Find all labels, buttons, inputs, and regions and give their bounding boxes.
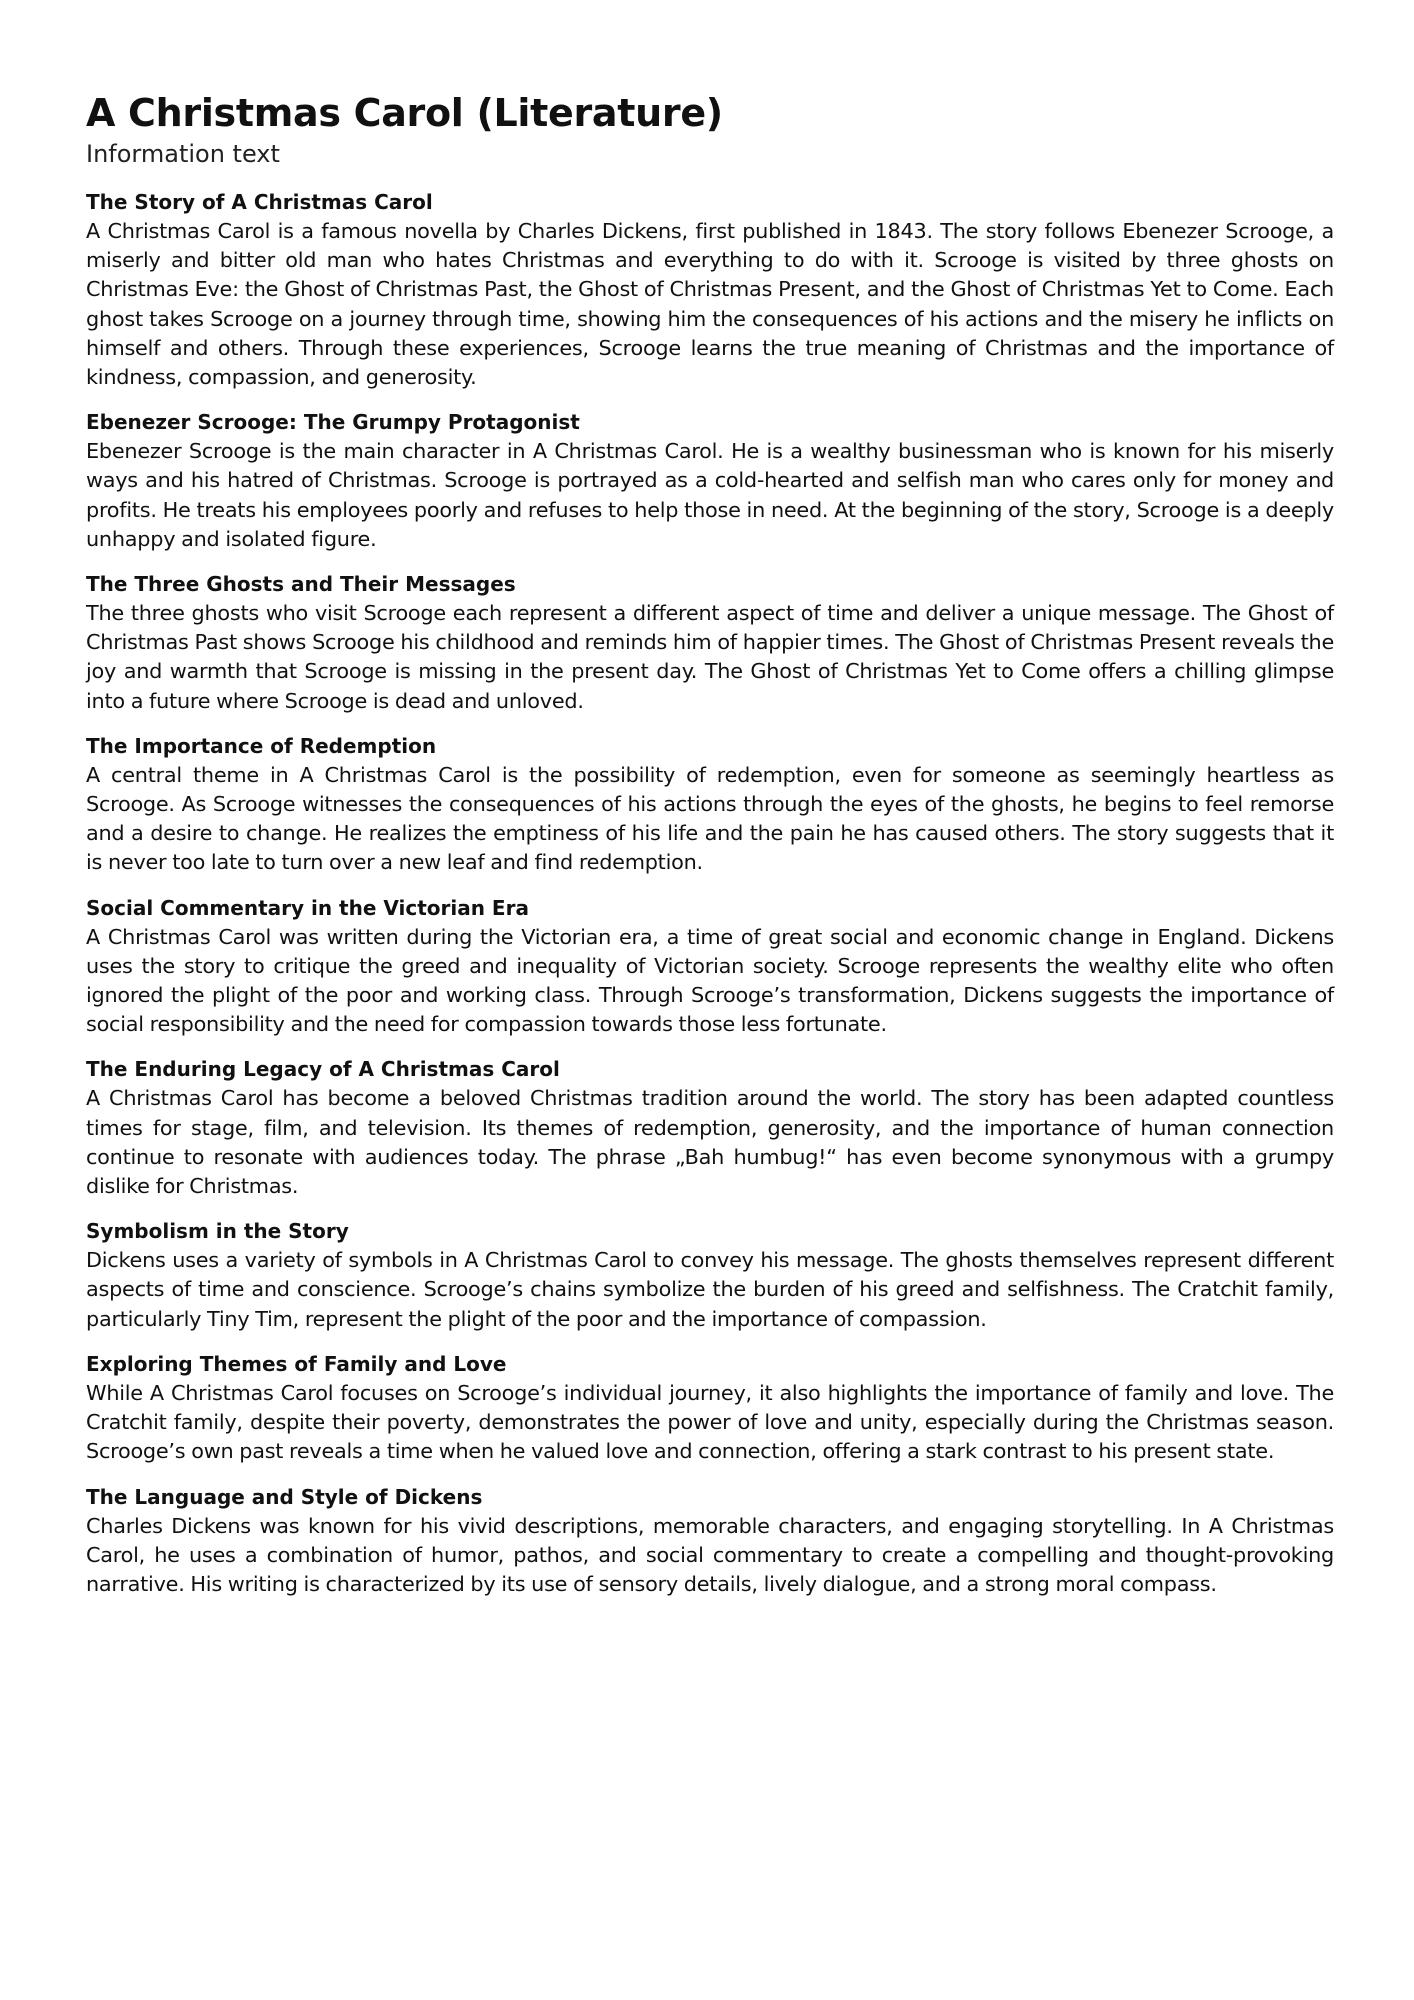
section-body: A Christmas Carol was written during the Victorian era, a time of great social and economic change in England. Dickens uses the story to critique the greed and inequality of Victorian society. Scrooge represents the wealthy elite who often ignored the plight of the poor and working class. Through Scrooge’s transformation, Dickens suggests the importance of social responsibility and the need for compassion towards those less fortunate. (86, 924, 1334, 1037)
section-ghosts (86, 570, 1334, 716)
section-body: A Christmas Carol is a famous novella by Charles Dickens, first published in 1843. The story follows Ebenezer Scrooge, a miserly and bitter old man who hates Christmas and everything to do with it. Scrooge is visited by three ghosts on Christmas Eve: the Ghost of Christmas Past, the Ghost of Christmas Present, and the Ghost of Christmas Yet to Come. Each ghost takes Scrooge on a journey through time, showing him the consequences of his actions and the misery he inflicts on himself and others. Through these experiences, Scrooge learns the true meaning of Christmas and the importance of kindness, compassion, and generosity. (86, 219, 1334, 390)
document-subtitle: Information text (86, 140, 280, 168)
section-body: A central theme in A Christmas Carol is the possibility of redemption, even for someone as seemingly heartless as Scrooge. As Scrooge witnesses the consequences of his actions through the eyes of the ghosts, he begins to feel remorse and a desire to change. He realizes the emptiness of his life and the pain he has caused others. The story suggests that it is never too late to turn over a new leaf and find redemption. (86, 762, 1334, 875)
section-heading: Social Commentary in the Victorian Era (86, 895, 529, 920)
section-heading: The Three Ghosts and Their Messages (86, 572, 516, 597)
section-story (86, 188, 1334, 392)
section-heading: The Enduring Legacy of A Christmas Carol (86, 1057, 560, 1082)
section-heading: Ebenezer Scrooge: The Grumpy Protagonist (86, 410, 580, 435)
section-body: The three ghosts who visit Scrooge each represent a different aspect of time and deliver a unique message. The Ghost of Christmas Past shows Scrooge his childhood and reminds him of happier times. The Ghost of Christmas Present reveals the joy and warmth that Scrooge is missing in the present day. The Ghost of Christmas Yet to Come offers a chilling glimpse into a future where Scrooge is dead and unloved. (86, 601, 1334, 713)
section-heading: The Story of A Christmas Carol (86, 190, 433, 214)
section-body: Charles Dickens was known for his vivid descriptions, memorable characters, and engaging storytelling. In A Christmas Carol, he uses a combination of humor, pathos, and social commentary to create a compelling and thought-provoking narrative. His writing is characterized by its use of sensory details, lively dialogue, and a strong moral compass. (86, 1513, 1334, 1596)
section-redemption (86, 732, 1334, 878)
section-body: While A Christmas Carol focuses on Scrooge’s individual journey, it also highlights the importance of family and love. The Cratchit family, despite their poverty, demonstrates the power of love and unity, especially during the Christmas season. Scrooge’s own past reveals a time when he valued love and connection, offering a stark contrast to his present state. (86, 1380, 1334, 1464)
section-heading: The Importance of Redemption (86, 733, 437, 758)
document-page (86, 88, 1334, 1615)
section-legacy (86, 1055, 1334, 1201)
section-heading: The Language and Style of Dickens (86, 1484, 483, 1509)
section-body: Dickens uses a variety of symbols in A Christmas Carol to convey his message. The ghosts themselves represent different aspects of time and conscience. Scrooge’s chains symbolize the burden of his greed and selfishness. The Cratchit family, particularly Tiny Tim, represent the plight of the poor and the importance of compassion. (86, 1248, 1334, 1331)
section-family-love (86, 1350, 1334, 1467)
section-language-style (86, 1483, 1334, 1600)
section-scrooge (86, 408, 1334, 554)
section-social-commentary (86, 894, 1334, 1040)
section-heading: Symbolism in the Story (86, 1219, 349, 1244)
document-title: A Christmas Carol (Literature) (86, 91, 723, 135)
section-symbolism (86, 1217, 1334, 1334)
section-body: Ebenezer Scrooge is the main character in A Christmas Carol. He is a wealthy businessman who is known for his miserly ways and his hatred of Christmas. Scrooge is portrayed as a cold-hearted and selfish man who cares only for money and profits. He treats his employees poorly and refuses to help those in need. At the beginning of the story, Scrooge is a deeply unhappy and isolated figure. (86, 439, 1334, 551)
section-body: A Christmas Carol has become a beloved Christmas tradition around the world. The story has been adapted countless times for stage, film, and television. Its themes of redemption, generosity, and the importance of human connection continue to resonate with audiences today. The phrase „Bah humbug!“ has even become synonymous with a grumpy dislike for Christmas. (86, 1086, 1334, 1199)
section-heading: Exploring Themes of Family and Love (86, 1351, 507, 1376)
